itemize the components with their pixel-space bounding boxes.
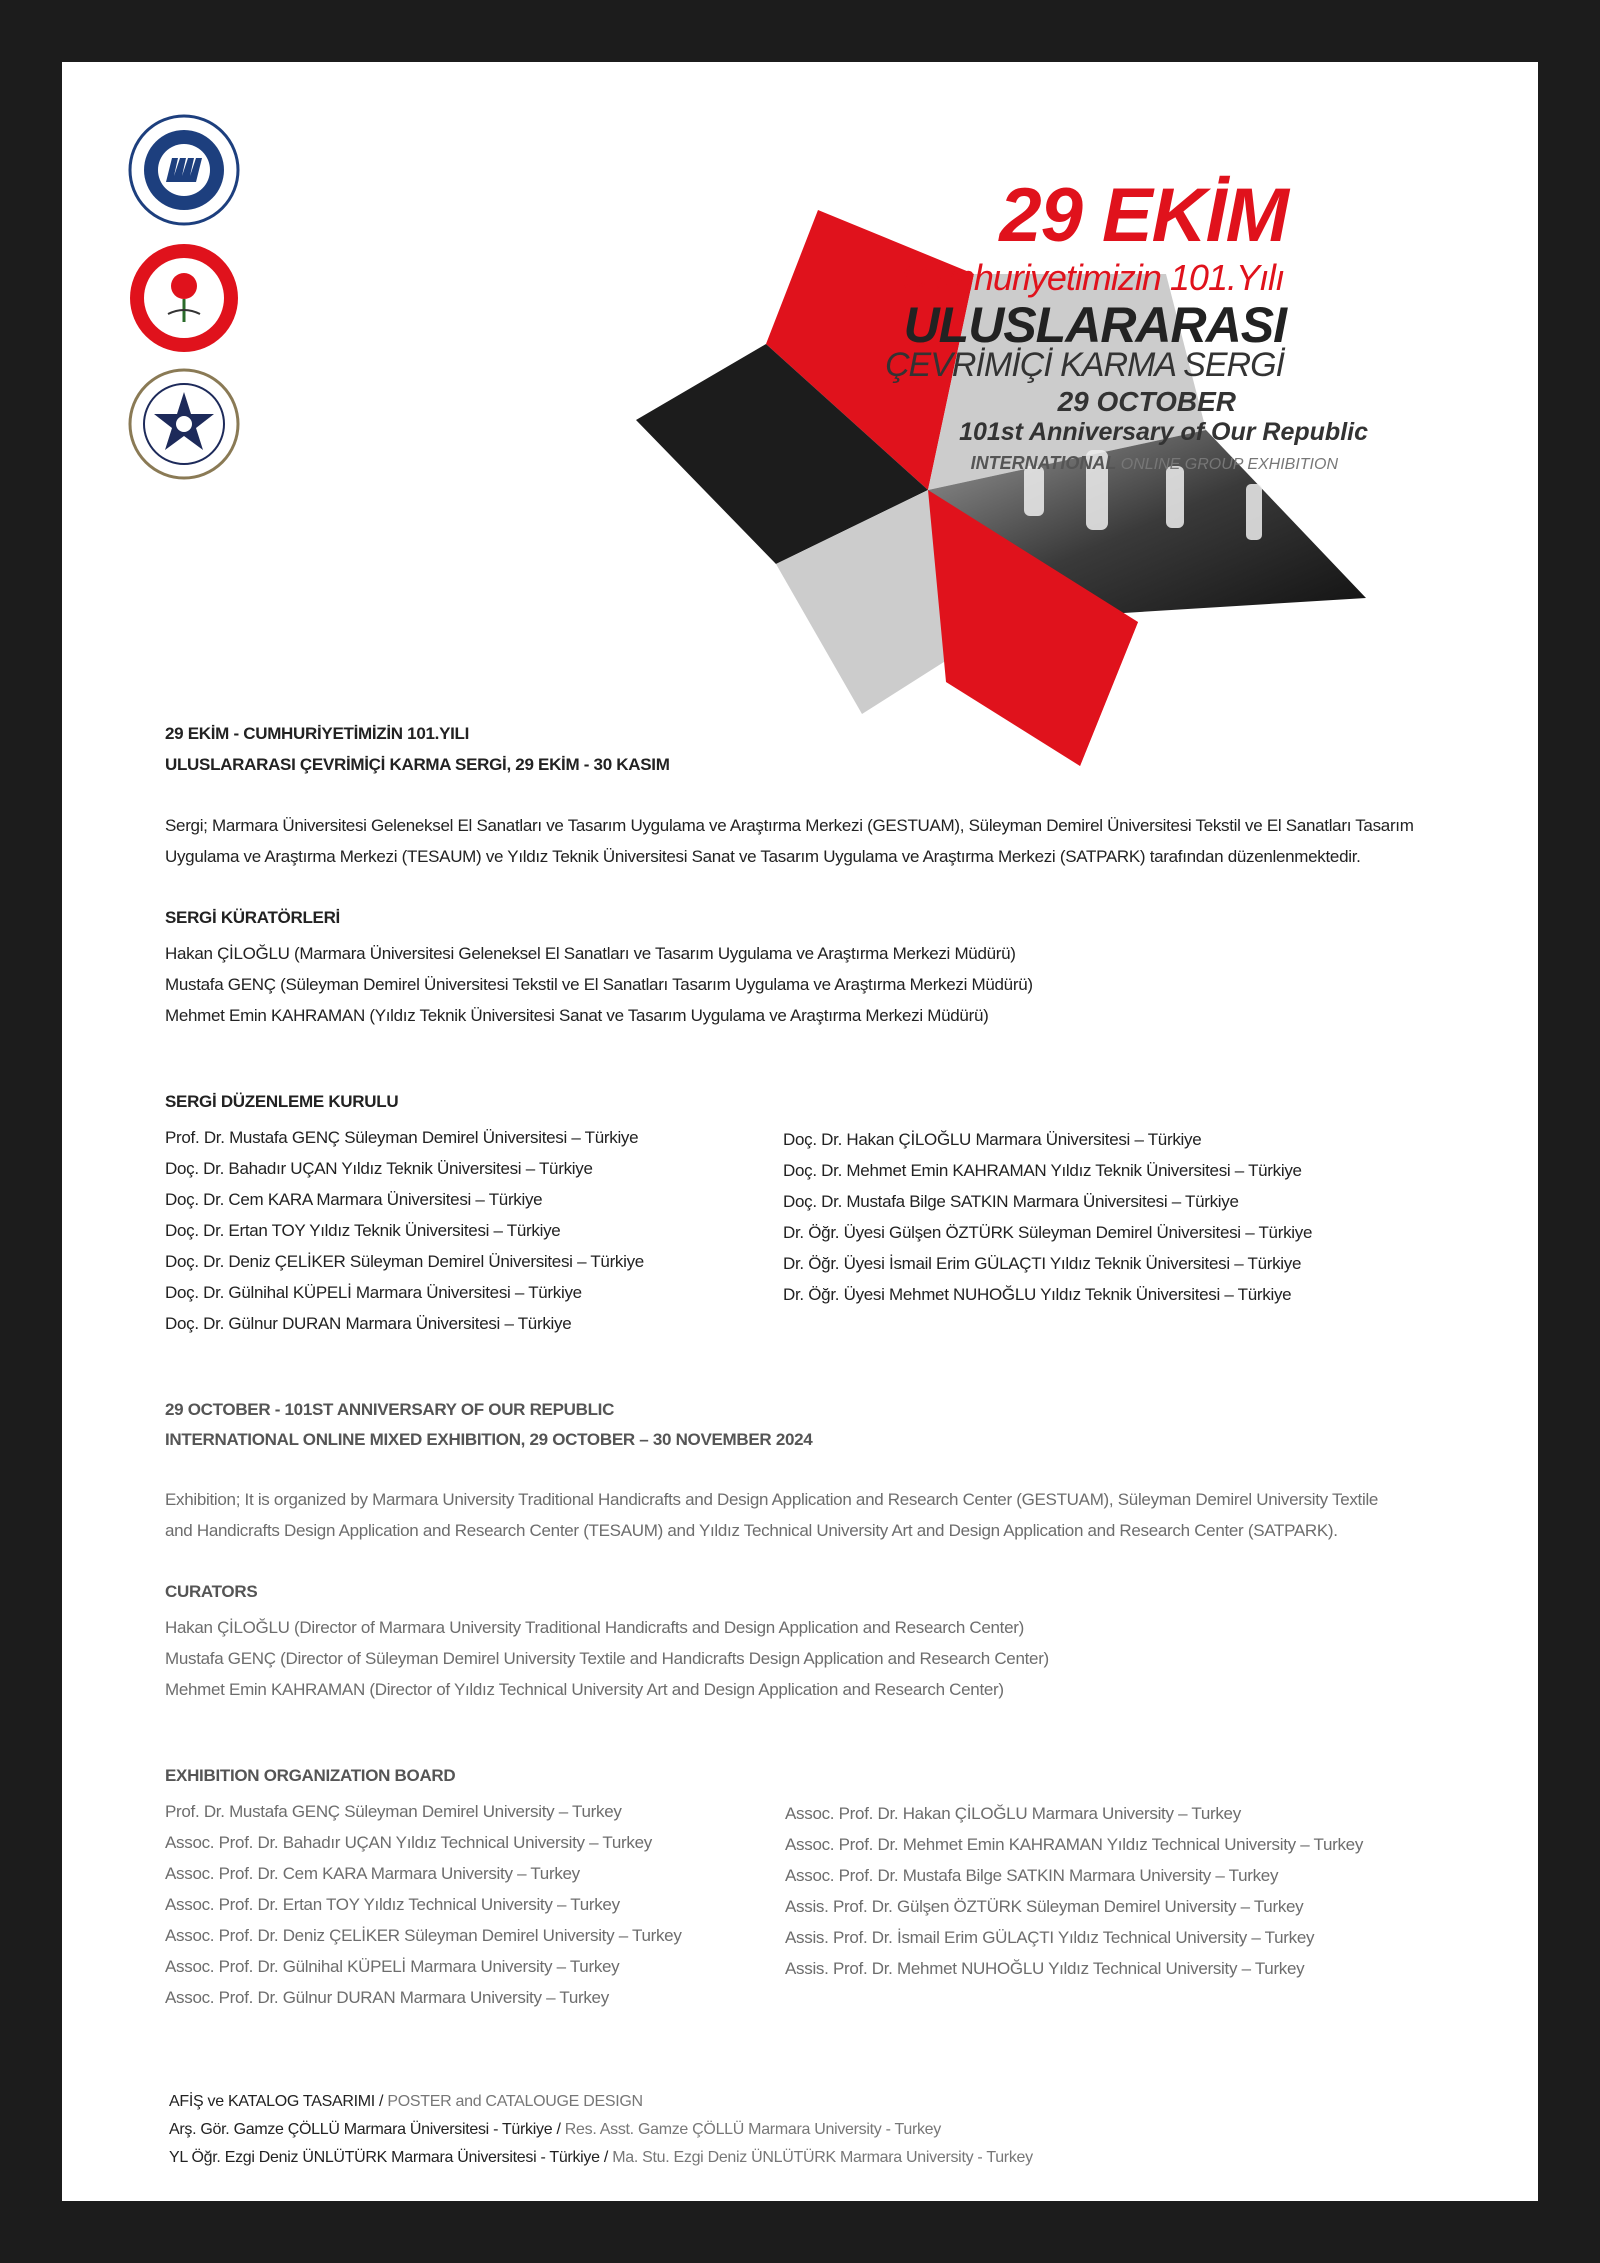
tr-intro-line-1: Sergi; Marmara Üniversitesi Geleneksel El Sanatları ve Tasarım Uygulama ve Araştırma Merkezi (GESTUAM), Süleyman Demirel Üniversitesi Tekstil ve El Sanatları Tasarım (165, 816, 1414, 835)
design-credit-2 (169, 2144, 1033, 2172)
tr-curators-list (165, 938, 1033, 1031)
en-board-member: Assoc. Prof. Dr. Gülnur DURAN Marmara University – Turkey (165, 1988, 609, 2007)
marmara-universitesi-logo (128, 114, 240, 226)
en-intro-line-2: and Handicrafts Design Application and Research Center (TESAUM) and Yıldız Technical University Art and Design Application and Research Center (SATPARK). (165, 1521, 1338, 1540)
en-board-left (165, 1796, 682, 2013)
tr-heading-2: ULUSLARARASI ÇEVRİMİÇİ KARMA SERGİ, 29 EKİM - 30 KASIM (165, 755, 670, 774)
en-board-member: Assoc. Prof. Dr. Mehmet Emin KAHRAMAN Yıldız Technical University – Turkey (785, 1835, 1364, 1854)
design-credits (169, 2088, 1033, 2172)
tr-board-member: Doç. Dr. Deniz ÇELİKER Süleyman Demirel Üniversitesi – Türkiye (165, 1252, 644, 1271)
design-credit-heading (169, 2088, 1033, 2116)
tr-board-member: Doç. Dr. Hakan ÇİLOĞLU Marmara Üniversitesi – Türkiye (783, 1130, 1202, 1149)
tr-board-member: Doç. Dr. Mehmet Emin KAHRAMAN Yıldız Teknik Üniversitesi – Türkiye (783, 1161, 1302, 1180)
en-board-member: Assis. Prof. Dr. Mehmet NUHOĞLU Yıldız Technical University – Turkey (785, 1959, 1305, 1978)
hero-line-international: ULUSLARARASI (903, 297, 1286, 353)
separator: / (556, 2121, 561, 2138)
tr-board-member: Doç. Dr. Mustafa Bilge SATKIN Marmara Üniversitesi – Türkiye (783, 1192, 1239, 1211)
en-curator: Mustafa GENÇ (Director of Süleyman Demirel University Textile and Handicrafts Design Application and Research Center) (165, 1649, 1049, 1668)
en-curators-heading: CURATORS (165, 1582, 258, 1601)
en-board-member: Assoc. Prof. Dr. Bahadır UÇAN Yıldız Technical University – Turkey (165, 1833, 652, 1852)
tr-board-member: Doç. Dr. Gülnur DURAN Marmara Üniversitesi – Türkiye (165, 1314, 572, 1333)
en-heading-2: INTERNATIONAL ONLINE MIXED EXHIBITION, 29 OCTOBER – 30 NOVEMBER 2024 (165, 1430, 813, 1449)
tr-board-right (783, 1124, 1312, 1310)
tr-curator: Mustafa GENÇ (Süleyman Demirel Üniversitesi Tekstil ve El Sanatları Tasarım Uygulama ve Araştırma Merkezi Müdürü) (165, 975, 1033, 994)
design-credit-1 (169, 2116, 1033, 2144)
tr-board-left (165, 1122, 644, 1339)
tr-board-member: Dr. Öğr. Üyesi İsmail Erim GÜLAÇTI Yıldız Teknik Üniversitesi – Türkiye (783, 1254, 1302, 1273)
tr-board-member: Dr. Öğr. Üyesi Gülşen ÖZTÜRK Süleyman Demirel Üniversitesi – Türkiye (783, 1223, 1313, 1242)
en-board-member: Assis. Prof. Dr. İsmail Erim GÜLAÇTI Yıldız Technical University – Turkey (785, 1928, 1315, 1947)
tr-board-member: Doç. Dr. Ertan TOY Yıldız Teknik Üniversitesi – Türkiye (165, 1221, 561, 1240)
design-tr: AFİŞ ve KATALOG TASARIMI (169, 2093, 375, 2110)
credit-1-tr: Arş. Gör. Gamze ÇÖLLÜ Marmara Üniversitesi - Türkiye (169, 2121, 553, 2138)
tr-board-member: Doç. Dr. Cem KARA Marmara Üniversitesi – Türkiye (165, 1190, 543, 1209)
credit-2-tr: YL Öğr. Ezgi Deniz ÜNLÜTÜRK Marmara Üniversitesi - Türkiye (169, 2149, 600, 2166)
en-intro-line-1: Exhibition; It is organized by Marmara University Traditional Handicrafts and Design Application and Research Center (GESTUAM), Süleyman Demirel University Textile (165, 1490, 1379, 1509)
tr-curator: Mehmet Emin KAHRAMAN (Yıldız Teknik Üniversitesi Sanat ve Tasarım Uygulama ve Araştırma Merkezi Müdürü) (165, 1006, 989, 1025)
tr-board-member: Prof. Dr. Mustafa GENÇ Süleyman Demirel Üniversitesi – Türkiye (165, 1128, 639, 1147)
tr-board-member: Doç. Dr. Bahadır UÇAN Yıldız Teknik Üniversitesi – Türkiye (165, 1159, 593, 1178)
hero-en-exhibition (971, 454, 1338, 473)
en-board-member: Assoc. Prof. Dr. Cem KARA Marmara University – Turkey (165, 1864, 580, 1883)
en-board-member: Assoc. Prof. Dr. Gülnihal KÜPELİ Marmara University – Turkey (165, 1957, 620, 1976)
separator: / (603, 2149, 609, 2166)
tr-heading-1: 29 EKİM - CUMHURİYETİMİZİN 101.YILI (165, 724, 470, 743)
credit-2-en: Ma. Stu. Ezgi Deniz ÜNLÜTÜRK Marmara University - Turkey (612, 2149, 1033, 2166)
suleyman-demirel-universitesi-logo (128, 242, 240, 354)
tr-intro-line-2: Uygulama ve Araştırma Merkezi (TESAUM) ve Yıldız Teknik Üniversitesi Sanat ve Tasarım Uygulama ve Araştırma Merkezi (SATPARK) tarafından düzenlenmektedir. (165, 847, 1361, 866)
en-curator: Hakan ÇİLOĞLU (Director of Marmara University Traditional Handicrafts and Design Application and Research Center) (165, 1618, 1024, 1637)
en-heading-1: 29 OCTOBER - 101ST ANNIVERSARY OF OUR REPUBLIC (165, 1400, 615, 1419)
tr-curators-heading: SERGİ KÜRATÖRLERİ (165, 908, 340, 927)
hero-en-exhibit: ONLINE GROUP EXHIBITION (1120, 456, 1338, 473)
design-en: POSTER and CATALOUGE DESIGN (387, 2093, 643, 2110)
en-board-member: Assis. Prof. Dr. Gülşen ÖZTÜRK Süleyman Demirel University – Turkey (785, 1897, 1304, 1916)
en-board-heading: EXHIBITION ORGANIZATION BOARD (165, 1766, 456, 1785)
hero-subtitle: Cumhuriyetimizin 101.Yılı (900, 257, 1284, 298)
en-board-member: Prof. Dr. Mustafa GENÇ Süleyman Demirel University – Turkey (165, 1802, 622, 1821)
tr-board-member: Dr. Öğr. Üyesi Mehmet NUHOĞLU Yıldız Teknik Üniversitesi – Türkiye (783, 1285, 1292, 1304)
hero-graphic (636, 148, 1466, 768)
poster-page (62, 62, 1538, 2201)
separator: / (379, 2093, 384, 2110)
tr-board-heading: SERGİ DÜZENLEME KURULU (165, 1092, 399, 1111)
tr-curator: Hakan ÇİLOĞLU (Marmara Üniversitesi Geleneksel El Sanatları ve Tasarım Uygulama ve Araştırma Merkezi Müdürü) (165, 944, 1016, 963)
tr-board-member: Doç. Dr. Gülnihal KÜPELİ Marmara Üniversitesi – Türkiye (165, 1283, 582, 1302)
hero-en-intl: INTERNATIONAL (970, 453, 1117, 473)
yildiz-teknik-universitesi-logo (128, 368, 240, 480)
hero-line-exhibition: ÇEVRİMİÇİ KARMA SERGİ (884, 346, 1284, 384)
en-board-member: Assoc. Prof. Dr. Mustafa Bilge SATKIN Marmara University – Turkey (785, 1866, 1279, 1885)
hero-title: 29 EKİM (999, 173, 1288, 258)
en-curator: Mehmet Emin KAHRAMAN (Director of Yıldız Technical University Art and Design Application and Research Center) (165, 1680, 1004, 1699)
en-board-member: Assoc. Prof. Dr. Hakan ÇİLOĞLU Marmara University – Turkey (785, 1804, 1241, 1823)
en-board-member: Assoc. Prof. Dr. Deniz ÇELİKER Süleyman Demirel University – Turkey (165, 1926, 682, 1945)
hero-en-title: 29 OCTOBER (1057, 386, 1236, 417)
credit-1-en: Res. Asst. Gamze ÇÖLLÜ Marmara University - Turkey (564, 2121, 941, 2138)
en-curators-list (165, 1612, 1049, 1705)
en-board-right (785, 1798, 1363, 1984)
en-board-member: Assoc. Prof. Dr. Ertan TOY Yıldız Technical University – Turkey (165, 1895, 620, 1914)
hero-en-subtitle: 101st Anniversary of Our Republic (959, 418, 1368, 446)
